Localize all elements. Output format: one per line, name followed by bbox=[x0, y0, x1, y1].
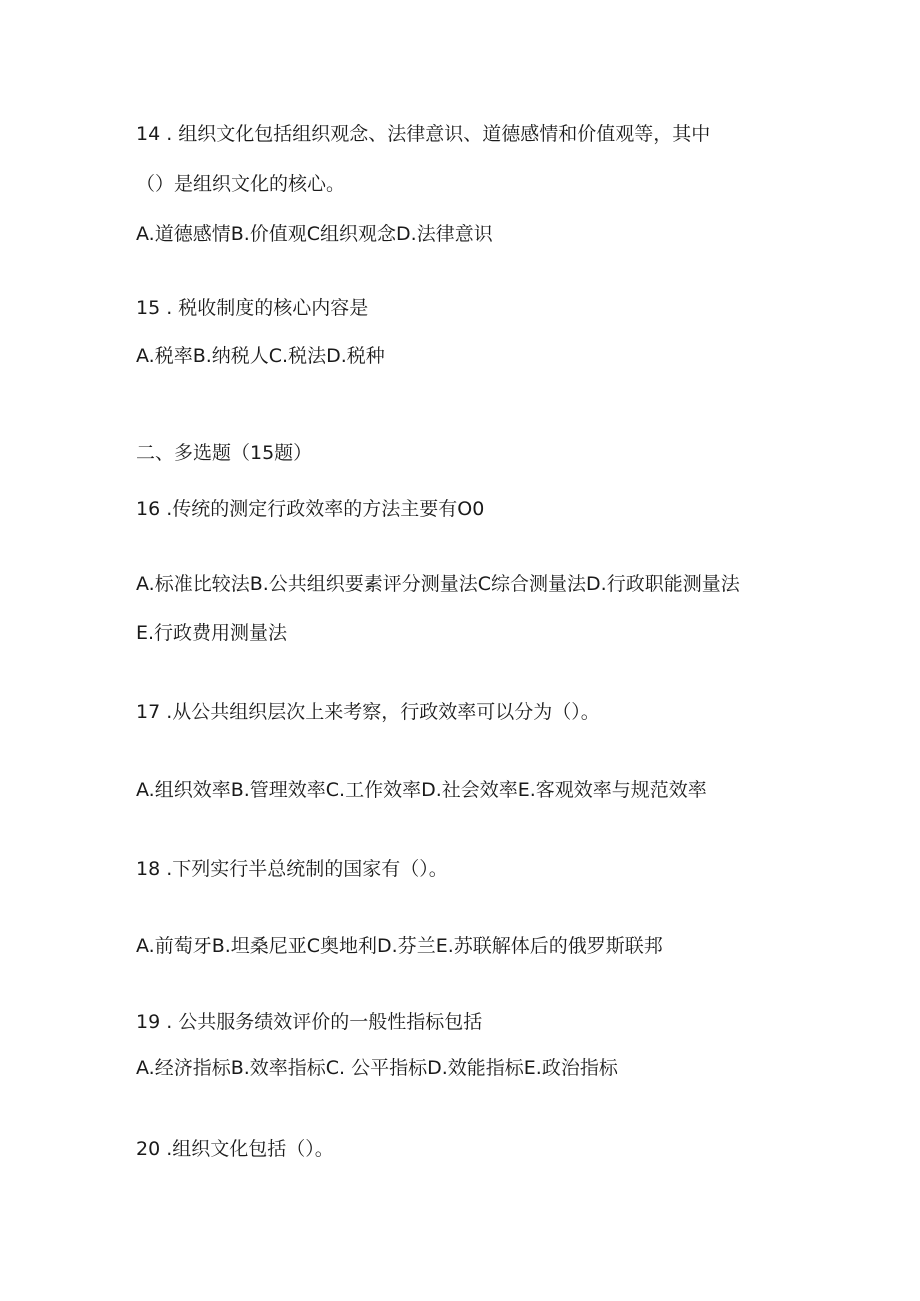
question-17-stem: 17 .从公共组织层次上来考察，行政效率可以分为（）。 bbox=[136, 701, 600, 723]
question-16-stem: 16 .传统的测定行政效率的方法主要有O0 bbox=[136, 498, 485, 520]
question-14-stem-line-2: （）是组织文化的核心。 bbox=[136, 173, 346, 195]
question-15-stem: 15 . 税收制度的核心内容是 bbox=[136, 297, 369, 319]
question-16-options-line-1: A.标准比较法B.公共组织要素评分测量法C综合测量法D.行政职能测量法 bbox=[136, 573, 740, 595]
question-20-stem: 20 .组织文化包括（）。 bbox=[136, 1138, 334, 1160]
question-14-options: A.道德感情B.价值观C组织观念D.法律意识 bbox=[136, 223, 493, 245]
question-16-options-line-2: E.行政费用测量法 bbox=[136, 622, 288, 644]
question-19-stem: 19 . 公共服务绩效评价的一般性指标包括 bbox=[136, 1011, 483, 1033]
question-18-stem: 18 .下列实行半总统制的国家有（）。 bbox=[136, 858, 448, 880]
question-17-options: A.组织效率B.管理效率C.工作效率D.社会效率E.客观效率与规范效率 bbox=[136, 779, 707, 801]
question-19-options: A.经济指标B.效率指标C. 公平指标D.效能指标E.政治指标 bbox=[136, 1057, 618, 1079]
section-heading-multiple-choice: 二、多选题（15题） bbox=[136, 442, 313, 464]
question-14-stem-line-1: 14 . 组织文化包括组织观念、法律意识、道德感情和价值观等，其中 bbox=[136, 123, 711, 145]
question-15-options: A.税率B.纳税人C.税法D.税种 bbox=[136, 345, 385, 367]
question-18-options: A.前萄牙B.坦桑尼亚C奥地利D.芬兰E.苏联解体后的俄罗斯联邦 bbox=[136, 935, 663, 957]
